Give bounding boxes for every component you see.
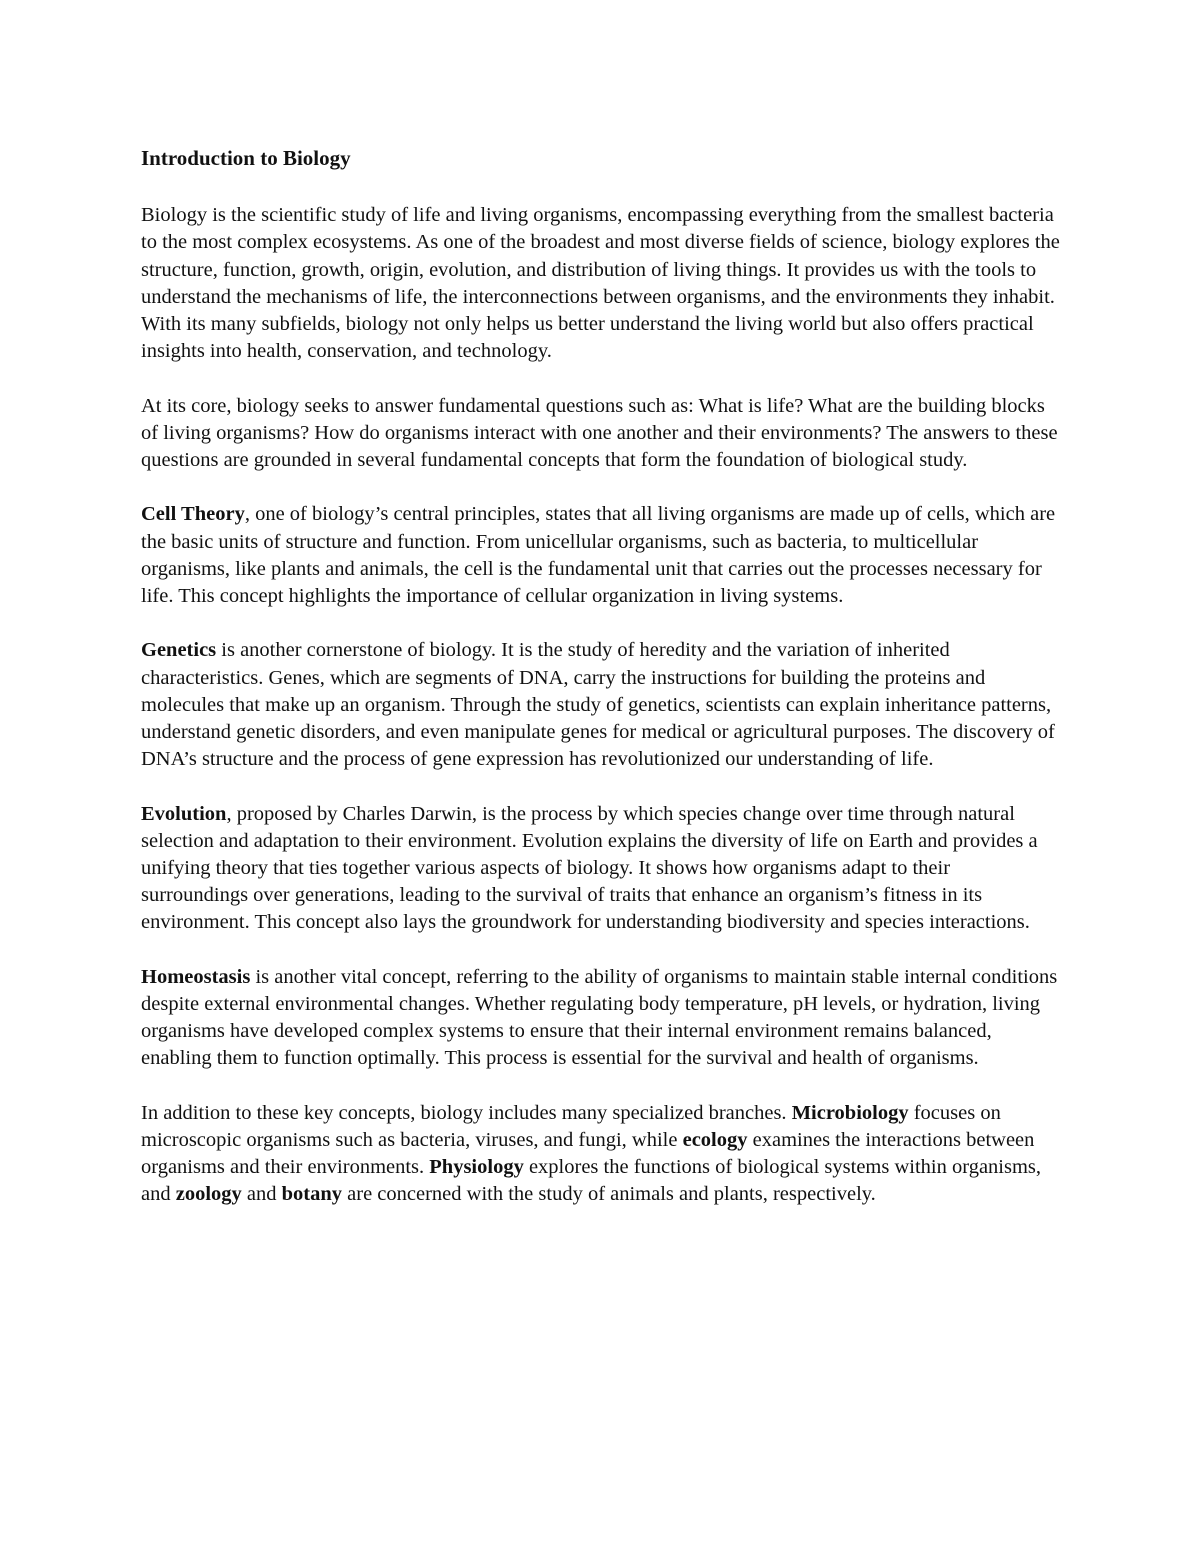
branches-text-2: focuses on microscopic organisms such as bacteria, viruses, and fungi, while — [141, 1101, 1001, 1151]
term-homeostasis: Homeostasis — [141, 965, 251, 988]
homeostasis-text: is another vital concept, referring to the ability of organisms to maintain stable internal conditions despite external environmental changes. Whether regulating body temperature, pH levels, or hydration, living organisms have developed complex systems to ensure that their internal environment remains balanced, enabling them to function optimally. This process is essential for the survival and health of organisms. — [141, 965, 1058, 1070]
term-microbiology: Microbiology — [791, 1101, 909, 1124]
paragraph-branches — [141, 1100, 1061, 1209]
document-title: Introduction to Biology — [141, 146, 351, 170]
term-genetics: Genetics — [141, 639, 217, 662]
term-zoology: zoology — [175, 1183, 242, 1206]
evolution-text: , proposed by Charles Darwin, is the process by which species change over time through natural selection and adaptation to their environment. Evolution explains the diversity of life on Earth and provides a unifying theory that ties together various aspects of biology. It shows how organisms adapt to their surroundings over generations, leading to the survival of traits that enhance an organism’s fitness in its environment. This concept also lays the groundwork for understanding biodiversity and species interactions. — [141, 802, 1038, 934]
branches-text-5: and — [241, 1183, 282, 1206]
term-ecology: ecology — [682, 1129, 748, 1151]
branches-text-4: explores the functions of biological systems within organisms, and — [141, 1156, 1042, 1206]
document-page — [141, 141, 1061, 1236]
term-physiology: Physiology — [429, 1156, 524, 1179]
paragraph-homeostasis — [141, 964, 1061, 1073]
paragraph-intro: Biology is the scientific study of life and living organisms, encompassing everything from the smallest bacteria to the most complex ecosystems. As one of the broadest and most diverse fields of science, biology explores the structure, function, growth, origin, evolution, and distribution of living things. It provides us with the tools to understand the mechanisms of life, the interconnections between organisms, and the environments they inhabit. With its many subfields, biology not only helps us better understand the living world but also offers practical insights into health, conservation, and technology. — [141, 204, 1060, 363]
term-botany: botany — [281, 1183, 343, 1206]
branches-text-3: examines the interactions between organisms and their environments. — [141, 1129, 1035, 1179]
paragraph-core-questions: At its core, biology seeks to answer fundamental questions such as: What is life? What are the building blocks of living organisms? How do organisms interact with one another and their environments? The answers to these questions are grounded in several fundamental concepts that form the foundation of biological study. — [141, 394, 1058, 471]
paragraph-cell-theory — [141, 501, 1061, 610]
paragraph-evolution — [141, 801, 1061, 937]
cell-theory-text: , one of biology’s central principles, states that all living organisms are made up of cells, which are the basic units of structure and function. From unicellular organisms, such as bacteria, to multicellular organisms, like plants and animals, the cell is the fundamental unit that carries out the processes necessary for life. This concept highlights the importance of cellular organization in living systems. — [141, 503, 1056, 607]
paragraph-genetics — [141, 637, 1061, 773]
genetics-text: is another cornerstone of biology. It is the study of heredity and the variation of inherited characteristics. Genes, which are segments of DNA, carry the instructions for building the proteins and molecules that make up an organism. Through the study of genetics, scientists can explain inheritance patterns, understand genetic disorders, and even manipulate genes for medical or agricultural purposes. The discovery of DNA’s structure and the process of gene expression has revolutionized our understanding of life. — [141, 639, 1055, 771]
branches-text-6: are concerned with the study of animals and plants, respectively. — [342, 1183, 876, 1206]
branches-text-1: In addition to these key concepts, biology includes many specialized branches. — [141, 1101, 792, 1124]
term-evolution: Evolution — [141, 802, 227, 825]
term-cell-theory: Cell Theory — [141, 503, 245, 526]
